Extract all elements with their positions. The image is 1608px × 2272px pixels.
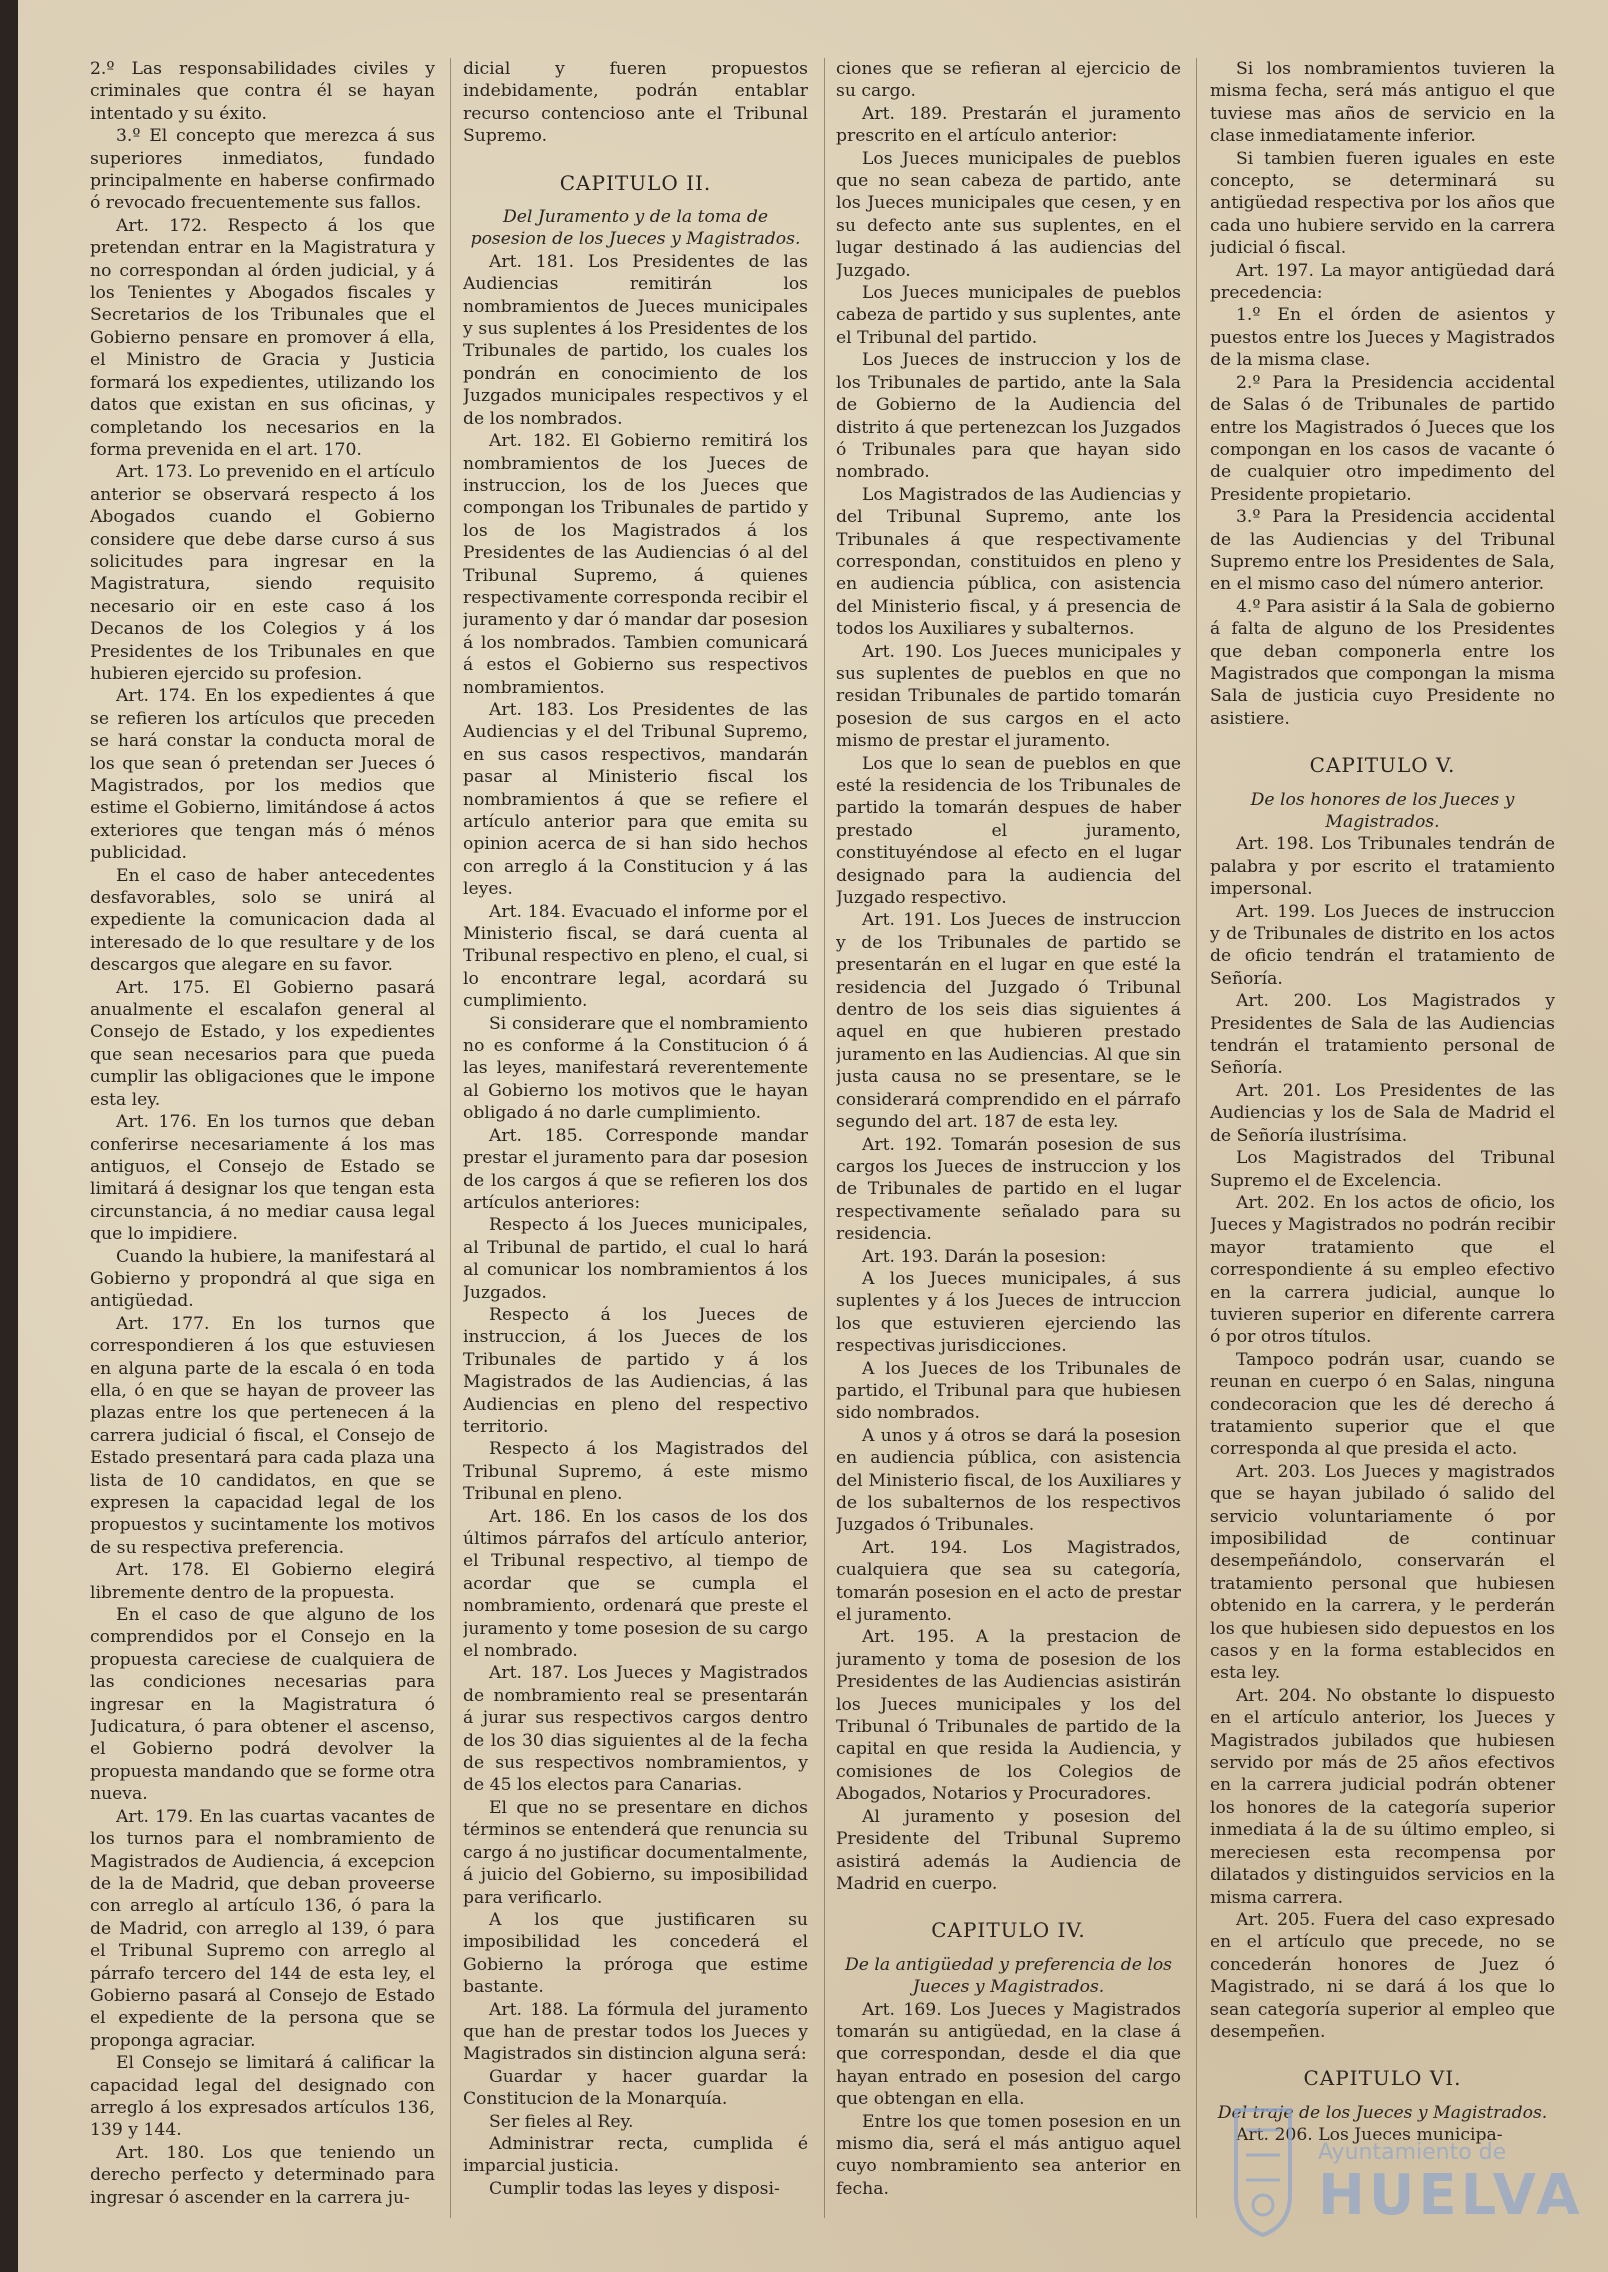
- article-paragraph: Art. 176. En los turnos que deban conferirse necesariamente á los mas antiguos, el Consejo de Estado se limitará á designar los que tengan esta circunstancia, á no mediar causa legal que lo impidiere.: [90, 1112, 435, 1245]
- article-paragraph: Los Jueces municipales de pueblos cabeza de partido y sus suplentes, ante el Tribunal del partido.: [836, 283, 1181, 348]
- article-paragraph: Guardar y hacer guardar la Constitucion de la Monarquía.: [463, 2066, 808, 2110]
- article-paragraph: Cuando la hubiere, la manifestará al Gobierno y propondrá al que siga en antigüedad.: [90, 1246, 435, 1312]
- article-paragraph: Art. 204. No obstante lo dispuesto en el artículo anterior, los Jueces y Magistrados jubilados que hubiesen servido por más de 25 años efectivos en la carrera judicial podrán obtener los honores de la categoría superior inmediata á la de su último empleo, si mereciesen esta recompensa por dilatados y distinguidos servicios en la misma carrera.: [1210, 1685, 1555, 1908]
- article-paragraph: Art. 203. Los Jueces y magistrados que se hayan jubilado ó salido del servicio voluntariamente ó por imposibilidad de continuar desempeñándolo, conservarán el tratamiento personal que hubiesen obtenido en la carrera, y le perderán los que hubiesen sido depuestos en los casos y en la forma establecidos en esta ley.: [1210, 1461, 1555, 1684]
- article-paragraph: Art. 192. Tomarán posesion de sus cargos los Jueces de instruccion y los de Tribunales de partido en el lugar respectivamente señalado para su residencia.: [836, 1134, 1181, 1245]
- chapter-heading: CAPITULO V.: [1309, 753, 1456, 778]
- text-column-3: [836, 58, 1181, 2218]
- article-paragraph: A unos y á otros se dará la posesion en audiencia pública, con asistencia del Ministerio fiscal, de los Auxiliares y de los subalternos de los respectivos Juzgados ó Tribunales.: [836, 1425, 1181, 1536]
- article-paragraph: 4.º Para asistir á la Sala de gobierno á falta de alguno de los Presidentes que deban componerla entre los Magistrados que compongan la misma Sala de justicia cuyo Presidente no asistiere.: [1210, 596, 1555, 729]
- article-paragraph: Tampoco podrán usar, cuando se reunan en cuerpo ó en Salas, ninguna condecoracion que les dé derecho á tratamiento superior que el que corresponda al que presida el acto.: [1210, 1349, 1555, 1460]
- article-paragraph: ciones que se refieran al ejercicio de su cargo.: [836, 59, 1181, 102]
- article-paragraph: Respecto á los Jueces municipales, al Tribunal de partido, el cual lo hará al comunicar los nombramientos á los Juzgados.: [463, 1215, 808, 1303]
- chapter-subtitle: Del Juramento y de la toma de posesion de los Jueces y Magistrados.: [470, 207, 801, 250]
- article-paragraph: Administrar recta, cumplida é imparcial justicia.: [463, 2133, 808, 2177]
- newspaper-page: [18, 0, 1608, 2272]
- column-rule: [450, 58, 451, 2218]
- article-paragraph: El Consejo se limitará á calificar la capacidad legal del designado con arreglo á los expresados artículos 136, 139 y 144.: [90, 2053, 435, 2141]
- chapter-heading: CAPITULO II.: [559, 170, 712, 195]
- article-paragraph: Los Jueces de instruccion y los de los Tribunales de partido, ante la Sala de Gobierno de la Audiencia del distrito á que pertenezcan los Juzgados ó Tribunales para que hayan sido nombrado.: [836, 350, 1181, 483]
- article-paragraph: Art. 201. Los Presidentes de las Audiencias y los de Sala de Madrid el de Señoría ilustrísima.: [1210, 1080, 1555, 1146]
- article-paragraph: Art. 177. En los turnos que correspondieren á los que estuviesen en alguna parte de la escala ó en toda ella, ó en que se hayan de proveer las plazas entre los que pertenecen á la carrera judicial ó fiscal, el Consejo de Estado presentará para cada plaza una lista de 10 candidatos, en que se expresen la capacidad legal de los propuestos y sucintamente los motivos de su respectiva preferencia.: [90, 1313, 435, 1558]
- chapter-heading: CAPITULO VI.: [1303, 2066, 1462, 2091]
- article-paragraph: Art. 195. A la prestacion de juramento y toma de posesion de los Presidentes de las Audiencias asistirán los Jueces municipales y los del Tribunal ó Tribunales de partido de la capital en que resida la Audiencia, y comisiones de los Colegios de Abogados, Notarios y Procuradores.: [836, 1627, 1181, 1805]
- article-paragraph: Art. 202. En los actos de oficio, los Jueces y Magistrados no podrán recibir mayor tratamiento que el correspondiente á su empleo efectivo en la carrera judicial, aunque lo tuvieren superior en diferente carrera ó por otros títulos.: [1210, 1192, 1555, 1348]
- article-paragraph: Art. 197. La mayor antigüedad dará precedencia:: [1210, 260, 1555, 304]
- column-rule: [824, 58, 825, 2218]
- article-paragraph: Art. 194. Los Magistrados, cualquiera que sea su categoría, tomarán posesion en el acto de prestar el juramento.: [836, 1537, 1181, 1626]
- article-paragraph: Si los nombramientos tuvieren la misma fecha, será más antiguo el que tuviese mas años de servicio en la clase inmediatamente inferior.: [1210, 59, 1555, 147]
- article-paragraph: En el caso de haber antecedentes desfavorables, solo se unirá al expediente la comunicacion dada al interesado de lo que resultare y de los descargos que alegare en su favor.: [90, 865, 435, 976]
- article-paragraph: Art. 186. En los casos de los dos últimos párrafos del artículo anterior, el Tribunal respectivo, al tiempo de acordar que se cumpla el nombramiento, ordenará que preste el juramento y tome posesion de su cargo el nombrado.: [463, 1506, 808, 1662]
- article-paragraph: Si considerare que el nombramiento no es conforme á la Constitucion ó á las leyes, manifestará reverentemente al Gobierno los motivos que le hayan obligado á no darle cumplimiento.: [463, 1013, 808, 1124]
- article-paragraph: dicial y fueren propuestos indebidamente, podrán entablar recurso contencioso ante el Tribunal Supremo.: [463, 59, 808, 147]
- article-paragraph: Art. 173. Lo prevenido en el artículo anterior se observará respecto á los Abogados cuando el Gobierno considere que debe darse curso á sus solicitudes para ingresar en la Magistratura, siendo requisito necesario oir en este caso á los Decanos de los Colegios y á los Presidentes de los Tribunales en que hubieren ejercido su profesion.: [90, 462, 435, 684]
- article-paragraph: A los Jueces de los Tribunales de partido, el Tribunal para que hubiesen sido nombrados.: [836, 1358, 1181, 1424]
- article-paragraph: Si tambien fueren iguales en este concepto, se determinará su antigüedad respectiva por los años que cada uno hubiere servido en la carrera judicial ó fiscal.: [1210, 148, 1555, 259]
- article-paragraph: 3.º Para la Presidencia accidental de las Audiencias y del Tribunal Supremo entre los Presidentes de Sala, en el mismo caso del número anterior.: [1210, 507, 1555, 595]
- article-paragraph: Respecto á los Jueces de instruccion, á los Jueces de los Tribunales de partido y á los Magistrados de las Audiencias, á las Audiencias en pleno del respectivo territorio.: [463, 1304, 808, 1437]
- article-paragraph: Art. 182. El Gobierno remitirá los nombramientos de los Jueces de instruccion, los de los Jueces que compongan los Tribunales de partido y los de los Magistrados á los Presidentes de las Audiencias ó al del Tribunal Supremo, á quienes respectivamente corresponda recibir el juramento y dar ó mandar dar posesion á los nombrados. Tambien comunicará á estos el Gobierno sus respectivos nombramientos.: [463, 431, 808, 698]
- article-paragraph: A los que justificaren su imposibilidad les concederá el Gobierno la próroga que estime bastante.: [463, 1909, 808, 1998]
- article-paragraph: Art. 183. Los Presidentes de las Audiencias y el del Tribunal Supremo, en sus casos respectivos, mandarán pasar al Ministerio fiscal los nombramientos á que se refiere el artículo anterior para que emita su opinion acerca de si han sido hechos con arreglo á la Constitucion y á las leyes.: [463, 699, 808, 900]
- article-paragraph: Art. 188. La fórmula del juramento que han de prestar todos los Jueces y Magistrados sin distincion alguna será:: [463, 1999, 808, 2065]
- article-paragraph: Art. 190. Los Jueces municipales y sus suplentes de pueblos en que no residan Tribunales de partido tomarán posesion de sus cargos en el acto mismo de prestar el juramento.: [836, 641, 1181, 752]
- column-rule: [1196, 58, 1197, 2218]
- article-paragraph: Art. 200. Los Magistrados y Presidentes de Sala de las Audiencias tendrán el tratamiento personal de Señoría.: [1210, 991, 1555, 1079]
- article-paragraph: Art. 172. Respecto á los que pretendan entrar en la Magistratura y no correspondan al órden judicial, y á los Tenientes y Abogados fiscales y Secretarios de los Tribunales que el Gobierno pensare en promover á ella, el Ministro de Gracia y Justicia formará los expedientes, utilizando los datos que existan en sus oficinas, y completando los necesarios en la forma prevenida en el art. 170.: [90, 215, 435, 460]
- article-paragraph: Art. 169. Los Jueces y Magistrados tomarán su antigüedad, en la clase á que correspondan, desde el dia que hayan entrado en posesion del cargo que obtengan en ella.: [836, 1999, 1181, 2110]
- article-paragraph: Cumplir todas las leyes y disposi-: [489, 2178, 780, 2199]
- article-paragraph: Art. 189. Prestarán el juramento prescrito en el artículo anterior:: [836, 103, 1181, 147]
- article-paragraph: Los que lo sean de pueblos en que esté la residencia de los Tribunales de partido la tomarán despues de haber prestado el juramento, constituyéndose al efecto en el lugar designado para la audiencia del Juzgado respectivo.: [836, 753, 1181, 909]
- article-paragraph: 2.º Las responsabilidades civiles y criminales que contra él se hayan intentado y su éxito.: [90, 59, 435, 124]
- article-paragraph: Art. 199. Los Jueces de instruccion y de Tribunales de distrito en los actos de oficio tendrán el tratamiento de Señoría.: [1210, 901, 1555, 989]
- article-paragraph: Art. 205. Fuera del caso expresado en el artículo que precede, no se concederán honores de Juez ó Magistrado, ni se dará á los que lo sean categoría superior al empleo que desempeñen.: [1210, 1909, 1555, 2042]
- article-paragraph: Art. 187. Los Jueces y Magistrados de nombramiento real se presentarán á jurar sus respectivos cargos dentro de los 30 dias siguientes al de la fecha de sus respectivos nombramientos, y de 45 los electos para Canarias.: [463, 1663, 808, 1796]
- article-paragraph: Art. 191. Los Jueces de instruccion y de los Tribunales de partido se presentarán en el lugar en que esté la residencia del Juzgado ó Tribunal dentro de los seis dias siguientes á aquel en que hubieren prestado juramento en las Audiencias. Al que sin justa causa no se presentare, se le considerará comprendido en el párrafo segundo del art. 187 de esta ley.: [836, 910, 1181, 1133]
- article-paragraph: Los Jueces municipales de pueblos que no sean cabeza de partido, ante los Jueces municipales que cesen, y en su defecto ante sus suplentes, en el lugar destinado á las audiencias del Juzgado.: [836, 148, 1181, 281]
- text-column-4: [1210, 58, 1555, 2218]
- article-paragraph: Art. 180. Los que teniendo un derecho perfecto y determinado para ingresar ó ascender en la carrera ju-: [90, 2142, 435, 2208]
- stamp-text-line-1: Ayuntamiento de: [1318, 2140, 1507, 2165]
- article-paragraph: Art. 184. Evacuado el informe por el Ministerio fiscal, se dará cuenta al Tribunal respectivo en pleno, el cual, si lo encontrare legal, acordará su cumplimiento.: [463, 901, 808, 1012]
- article-paragraph: Art. 174. En los expedientes á que se refieren los artículos que preceden se hará constar la conducta moral de los que sean ó pretendan ser Jueces ó Magistrados, por los medios que estime el Gobierno, limitándose á actos exteriores que tengan más ó ménos publicidad.: [90, 686, 435, 864]
- text-column-2: [463, 58, 808, 2218]
- article-paragraph: Ser fieles al Rey.: [489, 2111, 634, 2132]
- chapter-heading: CAPITULO IV.: [931, 1918, 1086, 1943]
- article-paragraph: En el caso de que alguno de los comprendidos por el Consejo en la propuesta careciese de cualquiera de las condiciones necesarias para ingresar en la Magistratura ó Judicatura, ó para obtener el ascenso, el Gobierno podrá devolver la propuesta mandando que se forme otra nueva.: [90, 1605, 435, 1805]
- article-paragraph: 1.º En el órden de asientos y puestos entre los Jueces y Magistrados de la misma clase.: [1210, 305, 1555, 371]
- chapter-subtitle: De los honores de los Jueces y Magistrados.: [1250, 789, 1515, 832]
- article-paragraph: Art. 185. Corresponde mandar prestar el juramento para dar posesion de los cargos á que se refieren los dos artículos anteriores:: [463, 1125, 808, 1213]
- article-paragraph: 2.º Para la Presidencia accidental de Salas ó de Tribunales de partido entre los Magistrados ó Jueces que los compongan en los casos de vacante ó de cualquier otro impedimento del Presidente propietario.: [1210, 372, 1555, 505]
- article-paragraph: 3.º El concepto que merezca á sus superiores inmediatos, fundado principalmente en haberse confirmado ó revocado frecuentemente sus fallos.: [90, 126, 435, 214]
- article-paragraph: Art. 175. El Gobierno pasará anualmente el escalafon general al Consejo de Estado, y los expedientes que sean necesarios para que pueda cumplir las obligaciones que le impone esta ley.: [90, 977, 435, 1110]
- stamp-text-line-2: HUELVA: [1318, 2163, 1584, 2228]
- text-column-1: [90, 58, 435, 2218]
- article-paragraph: Los Magistrados del Tribunal Supremo el de Excelencia.: [1210, 1148, 1555, 1191]
- article-paragraph: Art. 179. En las cuartas vacantes de los turnos para el nombramiento de Magistrados de Audiencia, á excepcion de la de Madrid, que deban proveerse con arreglo al artículo 136, ó para la de Madrid, con arreglo al 139, ó para el Tribunal Supremo con arreglo al párrafo tercero del 144 de esta ley, el Gobierno pasará al Consejo de Estado el expediente de la persona que se proponga agraciar.: [90, 1806, 435, 2051]
- article-paragraph: Art. 198. Los Tribunales tendrán de palabra y por escrito el tratamiento impersonal.: [1210, 834, 1555, 900]
- article-paragraph: Art. 178. El Gobierno elegirá libremente dentro de la propuesta.: [90, 1560, 435, 1603]
- article-paragraph: Entre los que tomen posesion en un mismo dia, será el más antiguo aquel cuyo nombramiento sea anterior en fecha.: [836, 2111, 1181, 2199]
- article-paragraph: El que no se presentare en dichos términos se entenderá que renuncia su cargo á no justificar documentalmente, á juicio del Gobierno, su imposibilidad para verificarlo.: [463, 1797, 808, 1908]
- article-paragraph: Al juramento y posesion del Presidente del Tribunal Supremo asistirá además la Audiencia de Madrid en cuerpo.: [836, 1806, 1181, 1894]
- article-paragraph: A los Jueces municipales, á sus suplentes y á los Jueces de intruccion los que estuvieren ejerciendo las respectivas jurisdicciones.: [836, 1268, 1181, 1357]
- article-paragraph: Los Magistrados de las Audiencias y del Tribunal Supremo, ante los Tribunales á que respectivamente correspondan, constituidos en pleno y en audiencia pública, con asistencia del Ministerio fiscal, y á presencia de todos los Auxiliares y subalternos.: [836, 484, 1181, 640]
- chapter-subtitle: De la antigüedad y preferencia de los Jueces y Magistrados.: [845, 1954, 1172, 1998]
- coat-of-arms-icon: [1228, 2100, 1298, 2240]
- chapter-subtitle: Del traje de los Jueces y Magistrados.: [1217, 2102, 1548, 2123]
- archive-watermark-stamp: [1228, 2085, 1588, 2255]
- article-paragraph: Respecto á los Magistrados del Tribunal Supremo, á este mismo Tribunal en pleno.: [463, 1439, 808, 1505]
- article-paragraph: Art. 193. Darán la posesion:: [862, 1246, 1107, 1267]
- article-paragraph: Art. 206. Los Jueces municipa-: [1236, 2125, 1503, 2146]
- article-paragraph: Art. 181. Los Presidentes de las Audiencias remitirán los nombramientos de Jueces municipales y sus suplentes á los Presidentes de los Tribunales de partido, los cuales los pondrán en conocimiento de los Juzgados municipales respectivos y el de los nombrados.: [463, 251, 808, 429]
